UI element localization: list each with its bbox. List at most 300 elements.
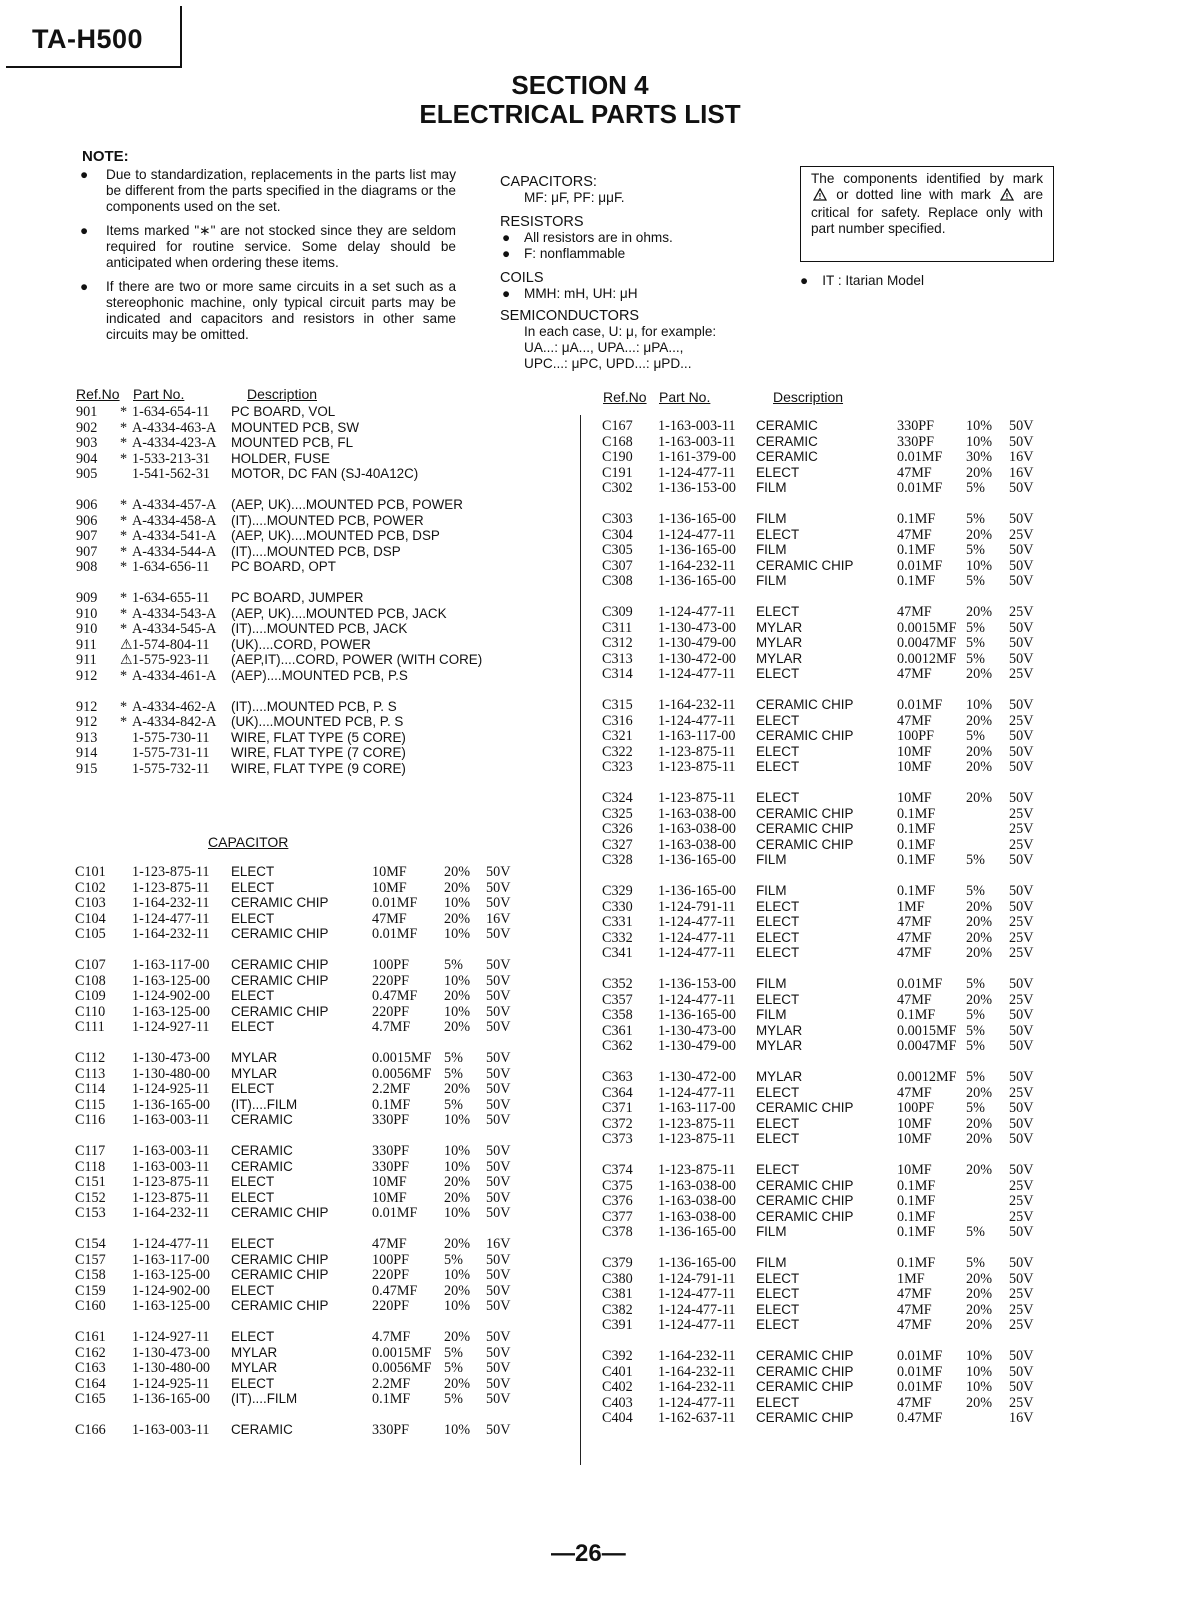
note-item [80, 223, 456, 271]
part-number: 1-575-923-11 [132, 652, 210, 669]
tolerance-value: 5% [966, 1007, 985, 1024]
voltage-rating: 50V [486, 1174, 511, 1191]
ref-number: C321 [602, 728, 633, 745]
ref-number: C157 [75, 1251, 106, 1268]
part-description: ELECT [756, 666, 800, 682]
capacitance-value: 47MF [897, 991, 932, 1008]
bullet-icon: ● [502, 230, 511, 245]
part-description: ELECT [756, 1115, 800, 1131]
capacitance-value: 0.47MF [897, 1410, 943, 1427]
capacitance-value: 0.0015MF [372, 1344, 432, 1361]
tolerance-value: 10% [966, 557, 993, 574]
ref-number: C104 [75, 910, 106, 927]
voltage-rating: 25V [1009, 929, 1034, 946]
tolerance-value: 5% [444, 1050, 463, 1066]
tolerance-value: 10% [444, 1158, 471, 1175]
part-description: WIRE, FLAT TYPE (7 CORE) [231, 745, 406, 761]
part-number: 1-574-804-11 [132, 636, 210, 653]
safety-text: or dotted line with mark [836, 187, 991, 202]
voltage-rating: 50V [1009, 1022, 1034, 1039]
ref-number: C107 [75, 957, 106, 973]
section-title: ELECTRICAL PARTS LIST [419, 99, 741, 129]
part-description: ELECT [756, 790, 800, 805]
voltage-rating: 50V [486, 1205, 511, 1222]
tolerance-value: 20% [966, 604, 993, 620]
tolerance-value: 10% [966, 1379, 993, 1396]
ref-number: C309 [602, 604, 633, 620]
capacitance-value: 0.01MF [372, 1205, 418, 1222]
part-description: ELECT [231, 1189, 275, 1205]
part-number: 1-136-165-00 [658, 1007, 737, 1024]
it-model-text: IT : Itarian Model [822, 273, 924, 288]
part-description: MYLAR [231, 1065, 278, 1081]
tolerance-value: 5% [444, 1251, 463, 1268]
capacitance-value: 47MF [897, 464, 932, 481]
ref-number: C374 [602, 1162, 633, 1178]
capacitance-value: 0.01MF [897, 1348, 943, 1364]
ref-number: C401 [602, 1363, 633, 1380]
ref-number: C381 [602, 1286, 633, 1303]
voltage-rating: 50V [1009, 790, 1034, 806]
ref-number: C160 [75, 1298, 106, 1315]
capacitance-value: 0.47MF [372, 1282, 418, 1299]
capacitance-value: 100PF [372, 957, 410, 973]
part-description: HOLDER, FUSE [231, 450, 330, 466]
tolerance-value: 5% [444, 1065, 463, 1082]
part-number: A-4334-545-A [132, 621, 217, 638]
ref-number: 908 [76, 559, 98, 576]
not-stocked-mark: * [120, 497, 128, 513]
bullet-icon: ● [80, 223, 89, 238]
part-description: (UK)....MOUNTED PCB, P. S [231, 714, 404, 730]
capacitance-value: 4.7MF [372, 1329, 411, 1345]
part-number: 1-130-472-00 [658, 650, 737, 667]
part-number: 1-163-117-00 [132, 1251, 210, 1268]
voltage-rating: 50V [1009, 433, 1034, 450]
part-description: FILM [756, 542, 787, 558]
part-description: CERAMIC CHIP [231, 1205, 329, 1221]
ref-number: 907 [76, 543, 98, 560]
capacitance-value: 47MF [897, 1084, 932, 1101]
voltage-rating: 25V [1009, 945, 1034, 962]
part-number: 1-124-477-11 [658, 945, 736, 962]
part-number: 1-124-477-11 [658, 604, 736, 620]
ref-number: 912 [76, 668, 98, 684]
legend-item-text: F: nonflammable [524, 246, 626, 261]
capacitance-value: 0.1MF [372, 1096, 411, 1113]
part-number: 1-163-003-11 [132, 1112, 210, 1129]
tolerance-value: 20% [444, 1081, 471, 1098]
capacitance-value: 0.1MF [897, 1255, 936, 1271]
legend-semi-line: UA...: μA..., UPA...: μPA..., [524, 340, 684, 355]
not-stocked-mark: * [120, 714, 128, 731]
part-number: A-4334-458-A [132, 512, 217, 529]
safety-text: are critical for safety. Replace only with part number specified. [811, 187, 1044, 236]
part-description: (AEP, UK)....MOUNTED PCB, POWER [231, 497, 463, 512]
part-description: ELECT [756, 1286, 800, 1302]
voltage-rating: 50V [486, 1096, 511, 1113]
bullet-icon: ● [800, 273, 809, 288]
part-number: 1-541-562-31 [132, 466, 211, 483]
ref-number: C158 [75, 1267, 106, 1284]
part-number: 1-130-479-00 [658, 1038, 737, 1055]
tolerance-value: 5% [966, 976, 985, 992]
part-description: CERAMIC CHIP [756, 1100, 854, 1116]
capacitance-value: 330PF [372, 1158, 410, 1175]
tolerance-value: 5% [966, 573, 985, 590]
part-number: 1-124-927-11 [132, 1019, 210, 1036]
ref-number: C151 [75, 1174, 106, 1191]
voltage-rating: 25V [1009, 1286, 1034, 1303]
part-description: CERAMIC [756, 433, 818, 449]
part-description: CERAMIC CHIP [756, 697, 854, 712]
capacitance-value: 2.2MF [372, 1081, 411, 1098]
part-description: ELECT [231, 910, 275, 926]
part-description: CERAMIC CHIP [756, 1193, 854, 1209]
tolerance-value: 5% [966, 619, 985, 636]
part-number: 1-163-038-00 [658, 1208, 737, 1225]
ref-number: C108 [75, 972, 106, 989]
tolerance-value: 10% [444, 1112, 471, 1129]
part-description: CERAMIC CHIP [756, 836, 854, 852]
voltage-rating: 50V [1009, 976, 1034, 992]
voltage-rating: 50V [1009, 898, 1034, 915]
part-number: 1-163-003-11 [658, 433, 736, 450]
part-number: 1-124-477-11 [658, 526, 736, 543]
ref-number: C358 [602, 1007, 633, 1024]
tolerance-value: 20% [444, 1189, 471, 1206]
tolerance-value: 10% [444, 926, 471, 943]
legend-item-text: All resistors are in ohms. [524, 230, 673, 245]
tolerance-value: 5% [444, 1360, 463, 1377]
capacitance-value: 0.01MF [372, 895, 418, 912]
ref-number: C391 [602, 1317, 633, 1334]
part-description: ELECT [756, 464, 800, 480]
capacitance-value: 0.01MF [897, 480, 943, 497]
voltage-rating: 25V [1009, 666, 1034, 683]
part-description: CERAMIC CHIP [756, 1348, 854, 1363]
part-description: ELECT [756, 1131, 800, 1147]
part-description: ELECT [231, 1019, 275, 1035]
ref-number: C159 [75, 1282, 106, 1299]
voltage-rating: 50V [486, 864, 511, 880]
voltage-rating: 50V [1009, 418, 1034, 434]
svg-text:!: ! [818, 192, 822, 201]
legend-semi-line: UPC...: μPC, UPD...: μPD... [524, 356, 692, 371]
note-heading: NOTE: [82, 148, 129, 165]
part-number: 1-163-125-00 [132, 972, 211, 989]
part-description: MYLAR [231, 1050, 278, 1065]
ref-number: C164 [75, 1375, 106, 1392]
part-description: CERAMIC CHIP [756, 728, 854, 744]
part-description: ELECT [756, 929, 800, 945]
part-description: PC BOARD, OPT [231, 559, 336, 575]
ref-number: 902 [76, 419, 98, 436]
tolerance-value: 20% [966, 790, 993, 806]
part-description: CERAMIC CHIP [756, 1363, 854, 1379]
ref-number: C371 [602, 1100, 633, 1117]
capacitance-value: 0.01MF [372, 926, 418, 943]
capacitance-value: 47MF [897, 914, 932, 931]
part-number: 1-123-875-11 [658, 743, 736, 760]
legend-capacitors-heading: CAPACITORS: [500, 174, 597, 190]
capacitance-value: 2.2MF [372, 1375, 411, 1392]
ref-number: 910 [76, 605, 98, 622]
units-legend [500, 170, 780, 372]
part-description: ELECT [756, 1317, 800, 1333]
capacitance-value: 10MF [372, 1174, 407, 1191]
capacitance-value: 0.01MF [897, 697, 943, 713]
legend-semi-line: In each case, U: μ, for example: [524, 324, 717, 339]
voltage-rating: 50V [1009, 883, 1034, 899]
part-number: 1-164-232-11 [132, 895, 210, 912]
part-description: CERAMIC CHIP [231, 895, 329, 911]
part-number: 1-124-477-11 [658, 991, 736, 1008]
tolerance-value: 20% [966, 1115, 993, 1132]
left-part-header: Part No. [133, 386, 185, 402]
tolerance-value: 5% [444, 1096, 463, 1113]
tolerance-value: 5% [966, 1022, 985, 1039]
voltage-rating: 50V [486, 926, 511, 943]
part-number: 1-164-232-11 [132, 1205, 210, 1222]
voltage-rating: 50V [486, 972, 511, 989]
voltage-rating: 50V [486, 1158, 511, 1175]
capacitance-value: 10MF [897, 790, 932, 806]
voltage-rating: 16V [1009, 449, 1034, 466]
capacitance-value: 0.0015MF [897, 619, 957, 636]
part-number: 1-164-232-11 [658, 1363, 736, 1380]
tolerance-value: 20% [444, 1174, 471, 1191]
part-number: 1-164-232-11 [658, 1379, 736, 1396]
part-description: CERAMIC CHIP [756, 805, 854, 821]
part-number: 1-634-655-11 [132, 590, 210, 606]
safety-notice-box [800, 166, 1054, 262]
legend-resistor-item [500, 246, 780, 262]
capacitance-value: 0.1MF [897, 1193, 936, 1210]
tolerance-value: 20% [966, 1270, 993, 1287]
voltage-rating: 50V [1009, 852, 1034, 869]
part-description: ELECT [231, 1081, 275, 1097]
tolerance-value: 5% [966, 1100, 985, 1117]
capacitance-value: 0.1MF [897, 573, 936, 590]
part-number: 1-163-117-00 [658, 1100, 736, 1117]
part-number: 1-124-902-00 [132, 988, 211, 1005]
tolerance-value: 10% [444, 1143, 471, 1159]
ref-number: C154 [75, 1236, 106, 1252]
ref-number: C311 [602, 619, 633, 636]
ref-number: C105 [75, 926, 106, 943]
part-description: FILM [756, 480, 787, 496]
capacitance-value: 10MF [372, 1189, 407, 1206]
ref-number: 905 [76, 466, 98, 483]
ref-number: 911 [76, 652, 97, 669]
capacitance-value: 47MF [372, 1236, 407, 1252]
ref-number: C103 [75, 895, 106, 912]
ref-number: C190 [602, 449, 633, 466]
part-number: A-4334-543-A [132, 605, 217, 622]
legend-semiconductors-heading: SEMICONDUCTORS [500, 308, 640, 324]
capacitance-value: 47MF [372, 910, 407, 927]
capacitance-value: 10MF [897, 1162, 932, 1178]
note-text: If there are two or more same circuits in a set such as a stereophonic machine, only typical circuit parts may be indicated and capacitors and resistors in other same circuits may be omitted. [106, 279, 456, 342]
part-number: 1-123-875-11 [132, 879, 210, 896]
tolerance-value: 20% [966, 526, 993, 543]
capacitance-value: 47MF [897, 666, 932, 683]
tolerance-value: 20% [966, 1162, 993, 1178]
bullet-icon: ● [502, 286, 511, 301]
voltage-rating: 50V [1009, 1363, 1034, 1380]
part-number: 1-130-472-00 [658, 1069, 737, 1085]
ref-number: 904 [76, 450, 98, 467]
part-number: A-4334-461-A [132, 668, 217, 684]
tolerance-value: 20% [966, 945, 993, 962]
tolerance-value: 20% [966, 759, 993, 776]
ref-number: C329 [602, 883, 633, 899]
part-number: 1-124-902-00 [132, 1282, 211, 1299]
ref-number: C110 [75, 1003, 106, 1020]
ref-number: C161 [75, 1329, 106, 1345]
ref-number: C376 [602, 1193, 633, 1210]
tolerance-value: 5% [966, 480, 985, 497]
voltage-rating: 16V [1009, 1410, 1034, 1427]
voltage-rating: 50V [486, 1282, 511, 1299]
safety-mark-icon: ⚠ [120, 636, 133, 653]
capacitance-value: 0.1MF [897, 1007, 936, 1024]
capacitance-value: 47MF [897, 929, 932, 946]
capacitance-value: 0.0012MF [897, 1069, 957, 1085]
voltage-rating: 25V [1009, 991, 1034, 1008]
voltage-rating: 50V [1009, 511, 1034, 527]
part-number: 1-136-165-00 [132, 1391, 211, 1408]
capacitance-value: 220PF [372, 972, 410, 989]
part-description: ELECT [756, 991, 800, 1007]
part-number: 1-124-477-11 [658, 1317, 736, 1334]
note-text: Due to standardization, replacements in the parts list may be different from the parts specified in the diagrams or the components used on the set. [106, 167, 456, 214]
part-description: MYLAR [756, 1038, 803, 1054]
part-number: 1-136-153-00 [658, 480, 737, 497]
part-number: 1-575-731-11 [132, 745, 210, 762]
not-stocked-mark: * [120, 419, 128, 436]
warning-triangle-icon [813, 188, 827, 205]
ref-number: C117 [75, 1143, 106, 1159]
ref-number: 907 [76, 528, 98, 545]
part-description: FILM [756, 1224, 787, 1240]
part-number: 1-136-165-00 [658, 511, 737, 527]
legend-resistors-heading: RESISTORS [500, 214, 584, 230]
capacitance-value: 0.1MF [897, 542, 936, 559]
capacitance-value: 0.0015MF [372, 1050, 432, 1066]
capacitance-value: 10MF [372, 864, 407, 880]
ref-number: C115 [75, 1096, 106, 1113]
voltage-rating: 16V [1009, 464, 1034, 481]
voltage-rating: 25V [1009, 1317, 1034, 1334]
ref-number: C303 [602, 511, 633, 527]
part-number: 1-163-003-11 [132, 1158, 210, 1175]
tolerance-value: 20% [444, 879, 471, 896]
ref-number: C316 [602, 712, 633, 729]
ref-number: C152 [75, 1189, 106, 1206]
ref-number: C402 [602, 1379, 633, 1396]
capacitance-value: 10MF [372, 879, 407, 896]
part-description: WIRE, FLAT TYPE (5 CORE) [231, 729, 406, 745]
not-stocked-mark: * [120, 590, 128, 606]
voltage-rating: 50V [486, 1391, 511, 1408]
capacitance-value: 4.7MF [372, 1019, 411, 1036]
part-number: 1-124-791-11 [658, 898, 736, 915]
part-description: CERAMIC CHIP [231, 1267, 329, 1283]
part-description: ELECT [231, 988, 275, 1004]
ref-number: C382 [602, 1301, 633, 1318]
capacitance-value: 10MF [897, 1115, 932, 1132]
part-description: CERAMIC CHIP [756, 1410, 854, 1426]
ref-number: C404 [602, 1410, 633, 1427]
ref-number: C364 [602, 1084, 633, 1101]
part-description: ELECT [756, 898, 800, 914]
tolerance-value: 20% [966, 1301, 993, 1318]
capacitance-value: 10MF [897, 743, 932, 760]
part-number: 1-136-165-00 [658, 1255, 737, 1271]
capacitance-value: 220PF [372, 1003, 410, 1020]
ref-number: C373 [602, 1131, 633, 1148]
ref-number: C324 [602, 790, 633, 806]
ref-number: C403 [602, 1394, 633, 1411]
ref-number: C375 [602, 1177, 633, 1194]
warning-triangle-icon [1000, 188, 1014, 205]
part-number: 1-163-003-11 [658, 418, 736, 434]
part-description: CERAMIC [231, 1143, 293, 1158]
tolerance-value: 20% [444, 1019, 471, 1036]
ref-number: C153 [75, 1205, 106, 1222]
ref-number: C328 [602, 852, 633, 869]
part-number: 1-163-125-00 [132, 1298, 211, 1315]
part-number: A-4334-457-A [132, 497, 217, 513]
right-part-header: Part No. [659, 389, 711, 405]
part-number: 1-164-232-11 [658, 697, 736, 713]
part-number: 1-164-232-11 [658, 1348, 736, 1364]
tolerance-value: 10% [444, 1003, 471, 1020]
voltage-rating: 50V [486, 1112, 511, 1129]
ref-number: 914 [76, 745, 98, 762]
voltage-rating: 50V [1009, 759, 1034, 776]
voltage-rating: 50V [1009, 1038, 1034, 1055]
capacitance-value: 330PF [372, 1422, 410, 1438]
tolerance-value: 5% [966, 1069, 985, 1085]
voltage-rating: 25V [1009, 914, 1034, 931]
capacitance-value: 47MF [897, 1394, 932, 1411]
tolerance-value: 20% [966, 1286, 993, 1303]
part-number: 1-123-875-11 [132, 1189, 210, 1206]
tolerance-value: 20% [966, 1394, 993, 1411]
voltage-rating: 50V [1009, 743, 1034, 760]
part-number: 1-136-153-00 [658, 976, 737, 992]
part-description: ELECT [756, 945, 800, 961]
part-description: (IT)....MOUNTED PCB, POWER [231, 512, 424, 528]
not-stocked-mark: * [120, 435, 128, 452]
ref-number: C327 [602, 836, 633, 853]
model-name: TA-H500 [32, 24, 144, 54]
part-description: MYLAR [756, 1069, 803, 1084]
ref-number: C114 [75, 1081, 106, 1098]
part-number: 1-575-730-11 [132, 729, 210, 746]
part-description: (IT)....MOUNTED PCB, DSP [231, 543, 401, 559]
part-number: 1-123-875-11 [132, 864, 210, 880]
tolerance-value: 20% [966, 712, 993, 729]
voltage-rating: 50V [486, 988, 511, 1005]
part-description: (AEP, UK)....MOUNTED PCB, DSP [231, 528, 440, 544]
part-description: ELECT [756, 743, 800, 759]
part-description: FILM [756, 1007, 787, 1023]
voltage-rating: 50V [1009, 1255, 1034, 1271]
